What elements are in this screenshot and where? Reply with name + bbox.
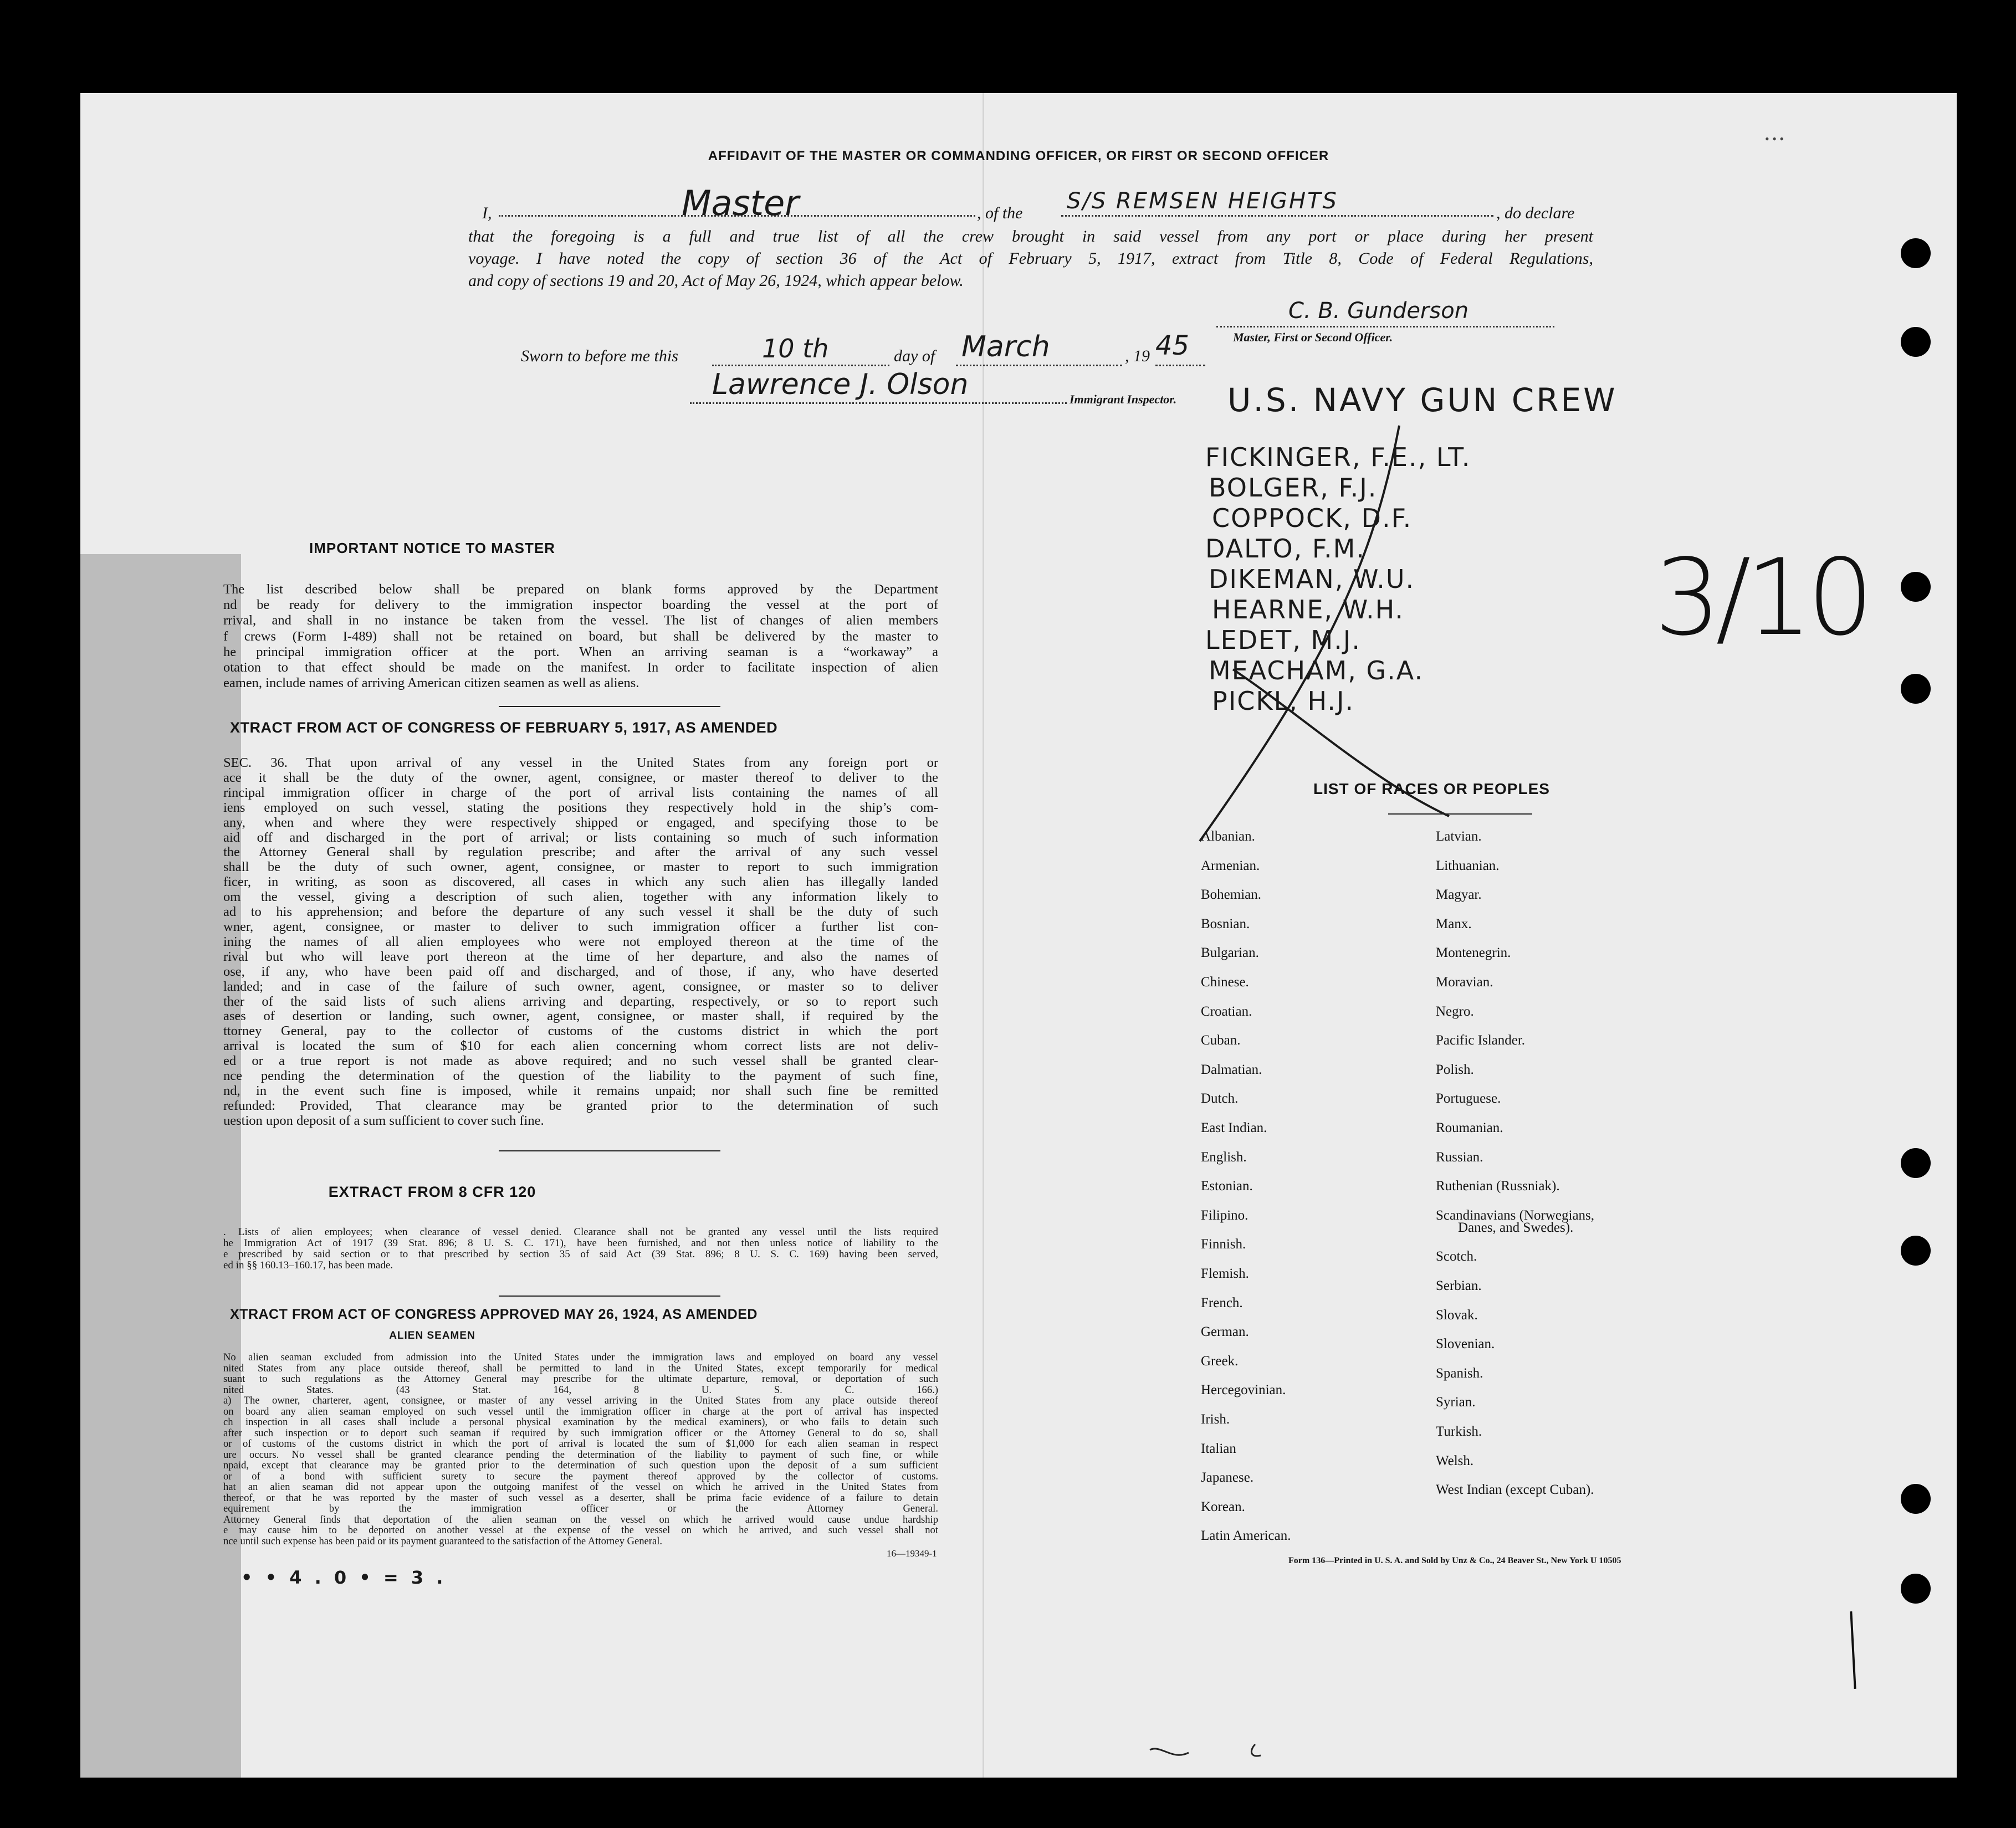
race-item: Montenegrin. [1436,945,1511,961]
extract-1924-line: suant to such regulations as the Attorney General may prescribe for the ultimate departure, removal, or deportation of such [223,1374,938,1385]
inspector-signature-blank [690,368,1067,404]
punch-hole [1901,572,1931,602]
race-item: Slovenian. [1436,1337,1495,1352]
inspector-caption: Immigrant Inspector. [1070,392,1177,406]
race-item: Roumanian. [1436,1120,1503,1135]
count-note-handwritten: 3/10 [1654,536,1869,659]
extract-1917-line: ed or a true report is not made as above required; and no such vessel shall be granted clear- [223,1054,938,1069]
race-item: Serbian. [1436,1278,1482,1293]
extract-1924-line: Attorney General finds that deportation of the alien seaman on the vessel on which he arrived would cause undue hardship [223,1514,938,1525]
punch-hole [1901,1574,1931,1604]
do-declare-label: , do declare [1496,204,1575,222]
divider [1388,813,1532,815]
document-page [80,93,1957,1778]
vessel-blank [1061,188,1493,217]
extract-1917-line: ace it shall be the duty of the owner, agent, consignee, or master thereof to deliver to the [223,770,938,785]
extract-1924-line: or of customs of the customs district in which the port of arrival is located the sum of $1,000 for each alien seaman in respect [223,1438,938,1450]
race-item: Scotch. [1436,1249,1477,1264]
crew-name: HEARNE, W.H. [1212,595,1405,624]
race-item: Spanish. [1436,1365,1483,1381]
extract-1917-line: om the vessel, giving a description of such alien, together with any information likely to [223,890,938,905]
stamp-marks: • • 4 . 0 • = 3 . [241,1567,447,1588]
races-title: LIST OF RACES OR PEOPLES [1313,780,1550,797]
race-item: Turkish. [1436,1424,1482,1439]
extract-1917-line: ose, if any, who have been paid off and discharged, and of those, if any, who have deserted [223,964,938,979]
race-item: German. [1201,1324,1249,1340]
race-item: Chinese. [1201,975,1249,990]
race-item: Slovak. [1436,1307,1478,1323]
extract-1917-line: rival but who will leave port thereon at the time of her departure, and also the names of [223,949,938,964]
extract-1924-line: nce until such expense has been paid or its payment guaranteed to the satisfaction of the Attorney General. [223,1535,663,1547]
extract-1917-line: refunded: Provided, That clearance may be granted prior to the determination of such [223,1098,938,1113]
extract-1924-line: npaid, except that clearance may be granted prior to the determination of such question upon the deposit of a sum sufficient [223,1460,938,1471]
race-item: Finnish. [1201,1237,1246,1252]
year-blank [1155,330,1205,366]
race-item: Pacific Islander. [1436,1033,1526,1048]
extract-1924-line: on board any alien seaman employed on such vessel until the immigration officer in charge at the port of arrival has inspected [223,1406,938,1417]
inspector-signature: Lawrence J. Olson [712,368,969,401]
race-item: Manx. [1436,916,1472,931]
race-item: Polish. [1436,1062,1474,1077]
notice-line: otation to that effect should be made on the manifest. In order to facilitate inspection of alien [223,660,938,675]
extract-1924-line: a) The owner, charterer, agent, consignee, or master of any vessel arriving in the United States from any place outside thereof [223,1395,938,1406]
of-the-label: , of the [977,204,1023,222]
extract-1917-line: any, when and where they were respectively shipped or engaged, and specifying those to be [223,815,938,830]
extract-1924-line: e may cause him to be deported on another vessel at the expense of the vessel on which he arrived, and such vessel shall not [223,1525,938,1536]
crew-name: PICKL, H.J. [1212,686,1355,716]
race-item: Ruthenian (Russniak). [1436,1179,1560,1194]
year-handwritten: 45 [1155,330,1190,361]
divider [499,1150,720,1151]
extract-1917-body [223,756,938,1129]
vessel-handwritten: S/S REMSEN HEIGHTS [1067,188,1338,214]
punch-hole [1901,238,1931,268]
extract-1917-line: aid off and discharged in the port of arrival; or lists containing so much of such information [223,830,938,845]
extract-cfr-title: EXTRACT FROM 8 CFR 120 [328,1184,536,1200]
extract-1924-line: nited States from any place outside thereof, shall be permitted to land in the United States, except temporarily for medical [223,1363,938,1374]
month-handwritten: March [961,330,1050,363]
month-blank [956,330,1122,366]
race-item: Bosnian. [1201,916,1250,931]
fold-shadow [80,554,241,1778]
notice-body [223,582,938,691]
race-item: Welsh. [1436,1453,1474,1468]
margin-pen-stroke [1850,1611,1856,1689]
race-item: Flemish. [1201,1266,1249,1281]
extract-1917-line: ases of desertion or landing, such owner, agent, consignee, or master shall, if required by the [223,1009,938,1024]
extract-1924-line: No alien seaman excluded from admission into the United States under the immigration laws and employed on board any vessel [223,1352,938,1363]
extract-1917-line: wner, agent, consignee, or master to deliver to such immigration officer a further list con- [223,919,938,934]
race-item: Armenian. [1201,858,1260,873]
race-item: Negro. [1436,1003,1474,1019]
extract-cfr-line: e prescribed by said section or to that prescribed by section 35 of said Act (39 Stat. 896; 8 U. S. C. 169) having been served, [223,1249,938,1260]
extract-1917-line: nd, in the event such fine is imposed, while it remains unpaid; nor shall such fine be remitted [223,1083,938,1098]
race-item: Danes, and Swedes). [1458,1220,1574,1236]
race-item: French. [1201,1295,1243,1310]
extract-cfr-body [223,1227,938,1271]
navy-gun-crew-heading: U.S. NAVY GUN CREW [1227,381,1618,419]
race-item: Bohemian. [1201,887,1262,903]
name-blank [499,183,975,223]
statement-line-2: voyage. I have noted the copy of section 36 of the Act of February 5, 1917, extract from Title 8, Code of Federal Regulations, [468,249,1593,268]
race-item: Bulgarian. [1201,945,1259,961]
extract-1924-body [223,1352,938,1547]
extract-1924-line: hat an alien seaman did not appear upon the outgoing manifest of the vessel on which he arrived in the United States from [223,1482,938,1493]
extract-1917-title: XTRACT FROM ACT OF CONGRESS OF FEBRUARY 5, 1917, AS AMENDED [230,719,778,736]
extract-1917-line: the Attorney General shall by regulation prescribe; and after the arrival of any such vessel [223,845,938,860]
extract-1924-line: equirement by the immigration officer or the Attorney General. [223,1503,938,1514]
form-imprint: Form 136—Printed in U. S. A. and Sold by Unz & Co., 24 Beaver St., New York U 10505 [1288,1556,1621,1565]
extract-cfr-line: he Immigration Act of 1917 (39 Stat. 896; 8 U. S. C. 171), have been furnished, and not then unless notice of liability to the [223,1238,938,1249]
master-signature: C. B. Gunderson [1288,298,1469,324]
extract-1924-line: thereof, or that he was reported by the master of such vessel as a deserter, shall be prima facie evidence of a failure to detain [223,1492,938,1503]
extract-1924-subtitle: ALIEN SEAMEN [389,1330,475,1341]
punch-hole [1901,1148,1931,1178]
extract-1917-line: shall be the duty of such owner, agent, consignee, or master to report to such immigration [223,860,938,875]
race-item: Latin American. [1201,1528,1291,1544]
extract-1917-line: ining the names of all alien employees who were not employed thereon at the time of the [223,934,938,949]
race-item: English. [1201,1149,1247,1165]
extract-1917-line: ttorney General, pay to the collector of customs of the customs district in which the port [223,1024,938,1039]
day-of-label: day of [894,347,935,365]
race-item: Dutch. [1201,1091,1239,1107]
race-item: Korean. [1201,1499,1245,1514]
crew-name: MEACHAM, G.A. [1209,656,1424,685]
race-item: Lithuanian. [1436,858,1500,873]
notice-line: he principal immigration officer at the port. When an arriving seaman is a “workaway” a [223,644,938,659]
punch-hole [1901,674,1931,704]
punch-hole [1901,1236,1931,1266]
crew-name: FICKINGER, F.E., LT. [1205,442,1471,472]
extract-1917-line: ad to his apprehension; and before the departure of any such vessel it shall be the duty of such [223,905,938,920]
race-item: West Indian (except Cuban). [1436,1482,1594,1498]
i-label: I, [482,204,492,222]
sworn-label: Sworn to before me this [521,347,678,365]
race-item: Portuguese. [1436,1091,1501,1107]
race-item: Magyar. [1436,887,1482,903]
extract-1924-line: nited States. (43 Stat. 164, 8 U. S. C. 166.) [223,1384,938,1395]
race-item: Japanese. [1201,1470,1254,1486]
extract-1924-line: ure occurs. No vessel shall be granted clearance pending the determination of the liability to payment of such fine, or while [223,1449,938,1460]
master-signature-blank [1216,298,1554,327]
race-item: Hercegovinian. [1201,1382,1286,1398]
extract-1917-line: landed; and in case of the failure of such owner, agent, consignee, or master so to deliver [223,979,938,994]
extract-1917-line: rincipal immigration officer in charge of the port of arrival lists containing the names of all [223,785,938,800]
punch-hole [1901,327,1931,357]
notice-line: f crews (Form I-489) shall not be retained on board, but shall be delivered by the master to [223,628,938,644]
year-prefix: , 19 [1125,347,1150,365]
day-blank [712,334,889,366]
extract-cfr-line: . Lists of alien employees; when clearance of vessel denied. Clearance shall not be granted any vessel until the lists required [223,1227,938,1238]
extract-1924-line: or of a bond with sufficient surety to secure the payment thereof approved by the collector of customs. [223,1471,938,1482]
notice-line: rrival, and shall in no instance be taken from the vessel. The list of changes of alien members [223,613,938,628]
race-item: Albanian. [1201,829,1255,844]
race-item: Dalmatian. [1201,1062,1262,1077]
extract-1924-line: after such inspection or to deport such seaman if required by such immigration officer or the Attorney General to do so, shall [223,1427,938,1438]
extract-1917-line: iens employed on such vessel, stating the positions they respectively hold in the ship’s com- [223,800,938,815]
extract-cfr-line: ed in §§ 160.13–160.17, has been made. [223,1260,393,1271]
race-item: Irish. [1201,1412,1230,1427]
divider [499,706,720,707]
race-item: Italian [1201,1441,1236,1456]
crew-name: LEDET, M.J. [1205,625,1362,655]
extract-1917-line: ther of the said lists of such aliens arriving and departing, respectively, or so to report such [223,994,938,1009]
race-item: Estonian. [1201,1179,1253,1194]
extract-1917-line: ficer, in writing, as soon as discovered, all cases in which any such alien has illegally landed [223,875,938,890]
extract-1917-line: SEC. 36. That upon arrival of any vessel in the United States from any foreign port or [223,756,938,770]
form-number: 16—19349-1 [887,1548,937,1559]
extract-1917-line: uestion upon deposit of a sum sufficient to cover such fine. [223,1113,544,1128]
race-item: Greek. [1201,1353,1239,1369]
race-item: Filipino. [1201,1207,1249,1223]
divider [499,1296,720,1297]
statement-line-1: that the foregoing is a full and true list of all the crew brought in said vessel from any port or place during her present [468,227,1593,245]
race-item: Scandinavians (Norwegians, [1436,1207,1595,1223]
crew-name: COPPOCK, D.F. [1212,503,1413,533]
crew-name: DIKEMAN, W.U. [1209,564,1415,594]
race-item: Latvian. [1436,829,1482,844]
master-caption: Master, First or Second Officer. [1233,330,1393,344]
notice-title: IMPORTANT NOTICE TO MASTER [309,540,555,556]
extract-1924-line: ch inspection in all cases shall include a personal physical examination by the medical examiners), or who fails to detain such [223,1417,938,1428]
notice-line: nd be ready for delivery to the immigration inspector boarding the vessel at the port of [223,597,938,613]
corner-marks: • • • [1765,132,1784,146]
race-item: Moravian. [1436,975,1493,990]
crew-name: DALTO, F.M. [1205,534,1365,564]
extract-1917-line: nce pending the determination of the question of the liability to the payment of such fine, [223,1069,938,1084]
race-item: Russian. [1436,1149,1483,1165]
bottom-pen-marks [1144,1722,1288,1766]
statement-line-3: and copy of sections 19 and 20, Act of May 26, 1924, which appear below. [468,272,964,290]
race-item: Croatian. [1201,1003,1252,1019]
race-item: Cuban. [1201,1033,1241,1048]
extract-1924-title: XTRACT FROM ACT OF CONGRESS APPROVED MAY 26, 1924, AS AMENDED [230,1307,758,1322]
notice-line: eamen, include names of arriving American citizen seamen as well as aliens. [223,675,639,691]
extract-1917-line: arrival is located the sum of $10 for each alien concerning whom correct lists are not deliv- [223,1039,938,1054]
name-handwritten: Master [682,183,799,223]
punch-hole [1901,1484,1931,1514]
crew-name: BOLGER, F.J. [1209,473,1378,503]
notice-line: The list described below shall be prepared on blank forms approved by the Department [223,582,938,597]
affidavit-title: AFFIDAVIT OF THE MASTER OR COMMANDING OFFICER, OR FIRST OR SECOND OFFICER [708,149,1329,163]
day-handwritten: 10 th [762,334,829,363]
race-item: Syrian. [1436,1395,1476,1410]
race-item: East Indian. [1201,1120,1267,1135]
